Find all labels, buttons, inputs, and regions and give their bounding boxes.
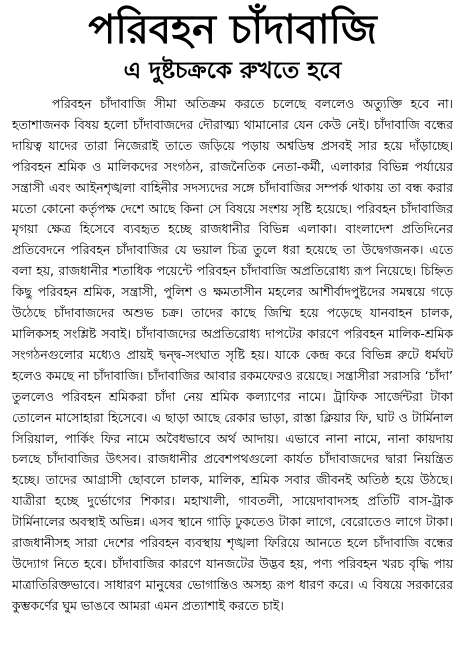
article-body: পরিবহন চাঁদাবাজি সীমা অতিক্রম করতে চলেছে বললেও অত্যুক্তি হবে না। হতাশাজনক বিষয় হলো চাঁদাবাজদের দৌরাত্ম্য থামানোর যেন কেউ নেই। চাঁদাবাজি বন্ধের দায়িত্ব যাদের তারা নিজেরাই তাতে জড়িয়ে পড়ায় অশ্বডিম্ব প্রসবই সার হয়ে দাঁড়াচ্ছে। পরিবহন শ্রমিক ও মালিকদের সংগঠন, রাজনৈতিক নেতা-কর্মী, এলাকার বিভিন্ন পর্যায়ের সন্ত্রাসী এবং আইনশৃঙ্খলা বাহিনীর সদস্যদের সঙ্গে চাঁদাবাজির সম্পর্ক থাকায় তা বন্ধ করার মতো কোনো কর্তৃপক্ষ দেশে আছে কিনা সে বিষয়ে সংশয় সৃষ্টি হয়েছে। পরিবহন চাঁদাবাজির মৃগয়া ক্ষেত্র হিসেবে ব্যবহৃত হচ্ছে রাজধানীর বিভিন্ন এলাকা। বাংলাদেশ প্রতিদিনের প্রতিবেদনে পরিবহন চাঁদাবাজির যে ভয়াল চিত্র তুলে ধরা হয়েছে তা উদ্বেগজনক। এতে বলা হয়, রাজধানীর শতাধিক পয়েন্টে পরিবহন চাঁদাবাজি অপ্রতিরোধ্য রূপ নিয়েছে। চিহ্নিত কিছু পরিবহন শ্রমিক, সন্ত্রাসী, পুলিশ ও ক্ষমতাসীন মহলের আশীর্বাদপুষ্টদের সমন্বয়ে গড়ে উঠেছে চাঁদাবাজদের অশুভ চক্র। তাদের কাছে জিম্মি হয়ে পড়েছে যানবাহন চালক, মালিকসহ সংশ্লিষ্ট সবাই। চাঁদাবাজদের অপ্রতিরোধ্য দাপটের কারণে পরিবহন মালিক-শ্রমিক সংগঠনগুলোর মধ্যেও প্রায়ই দ্বন্দ্ব-সংঘাত সৃষ্টি হয়। যাকে কেন্দ্র করে বিভিন্ন রুটে ধর্মঘট হলেও কমছে না চাঁদাবাজি। চাঁদাবাজির আবার রকমফেরও রয়েছে। সন্ত্রাসীরা সরাসরি ‘চাঁদা’ তুললেও পরিবহন শ্রমিকরা চাঁদা নেয় শ্রমিক কল্যাণের নামে। ট্রাফিক সার্জেন্টরা টাকা তোলেন মাসোহারা হিসেবে। এ ছাড়া আছে রেকার ভাড়া, রাস্তা ক্লিয়ার ফি, ঘাট ও টার্মিনাল সিরিয়াল, পার্কিং ফির নামে অবৈধভাবে অর্থ আদায়। এভাবে নানা নামে, নানা কায়দায় চলছে চাঁদাবাজির উৎসব। রাজধানীর প্রবেশপথগুলো কার্যত চাঁদাবাজদের দ্বারা নিয়ন্ত্রিত হচ্ছে। তাদের আগ্রাসী ছোবলে চালক, মালিক, শ্রমিক সবার জীবনই অতিষ্ঠ হয়ে উঠছে। যাত্রীরা হচ্ছে দুর্ভোগের শিকার। মহাখালী, গাবতলী, সায়েদাবাদসহ প্রতিটি বাস-ট্রাক টার্মিনালের অবস্থাই অভিন্ন। এসব স্থানে গাড়ি ঢুকতেও টাকা লাগে, বেরোতেও লাগে টাকা। রাজধানীসহ সারা দেশের পরিবহন ব্যবস্থায় শৃঙ্খলা ফিরিয়ে আনতে হলে চাঁদাবাজি বন্ধের উদ্যোগ নিতে হবে। চাঁদাবাজির কারণে যানজটের উদ্ভব হয়, পণ্য পরিবহন খরচ বৃদ্ধি পায় মাত্রাতিরিক্তভাবে। সাধারণ মানুষের ভোগান্তিও অসহ্য রূপ ধারণ করে। এ বিষয়ে সরকারের কুম্ভকর্ণের ঘুম ভাঙবে আমরা এমন প্রত্যাশাই করতে চাই। (12, 96, 454, 613)
article-headline: পরিবহন চাঁদাবাজি (88, 7, 377, 53)
article-subheadline: এ দুষ্টচক্রকে রুখতে হবে (123, 58, 342, 84)
